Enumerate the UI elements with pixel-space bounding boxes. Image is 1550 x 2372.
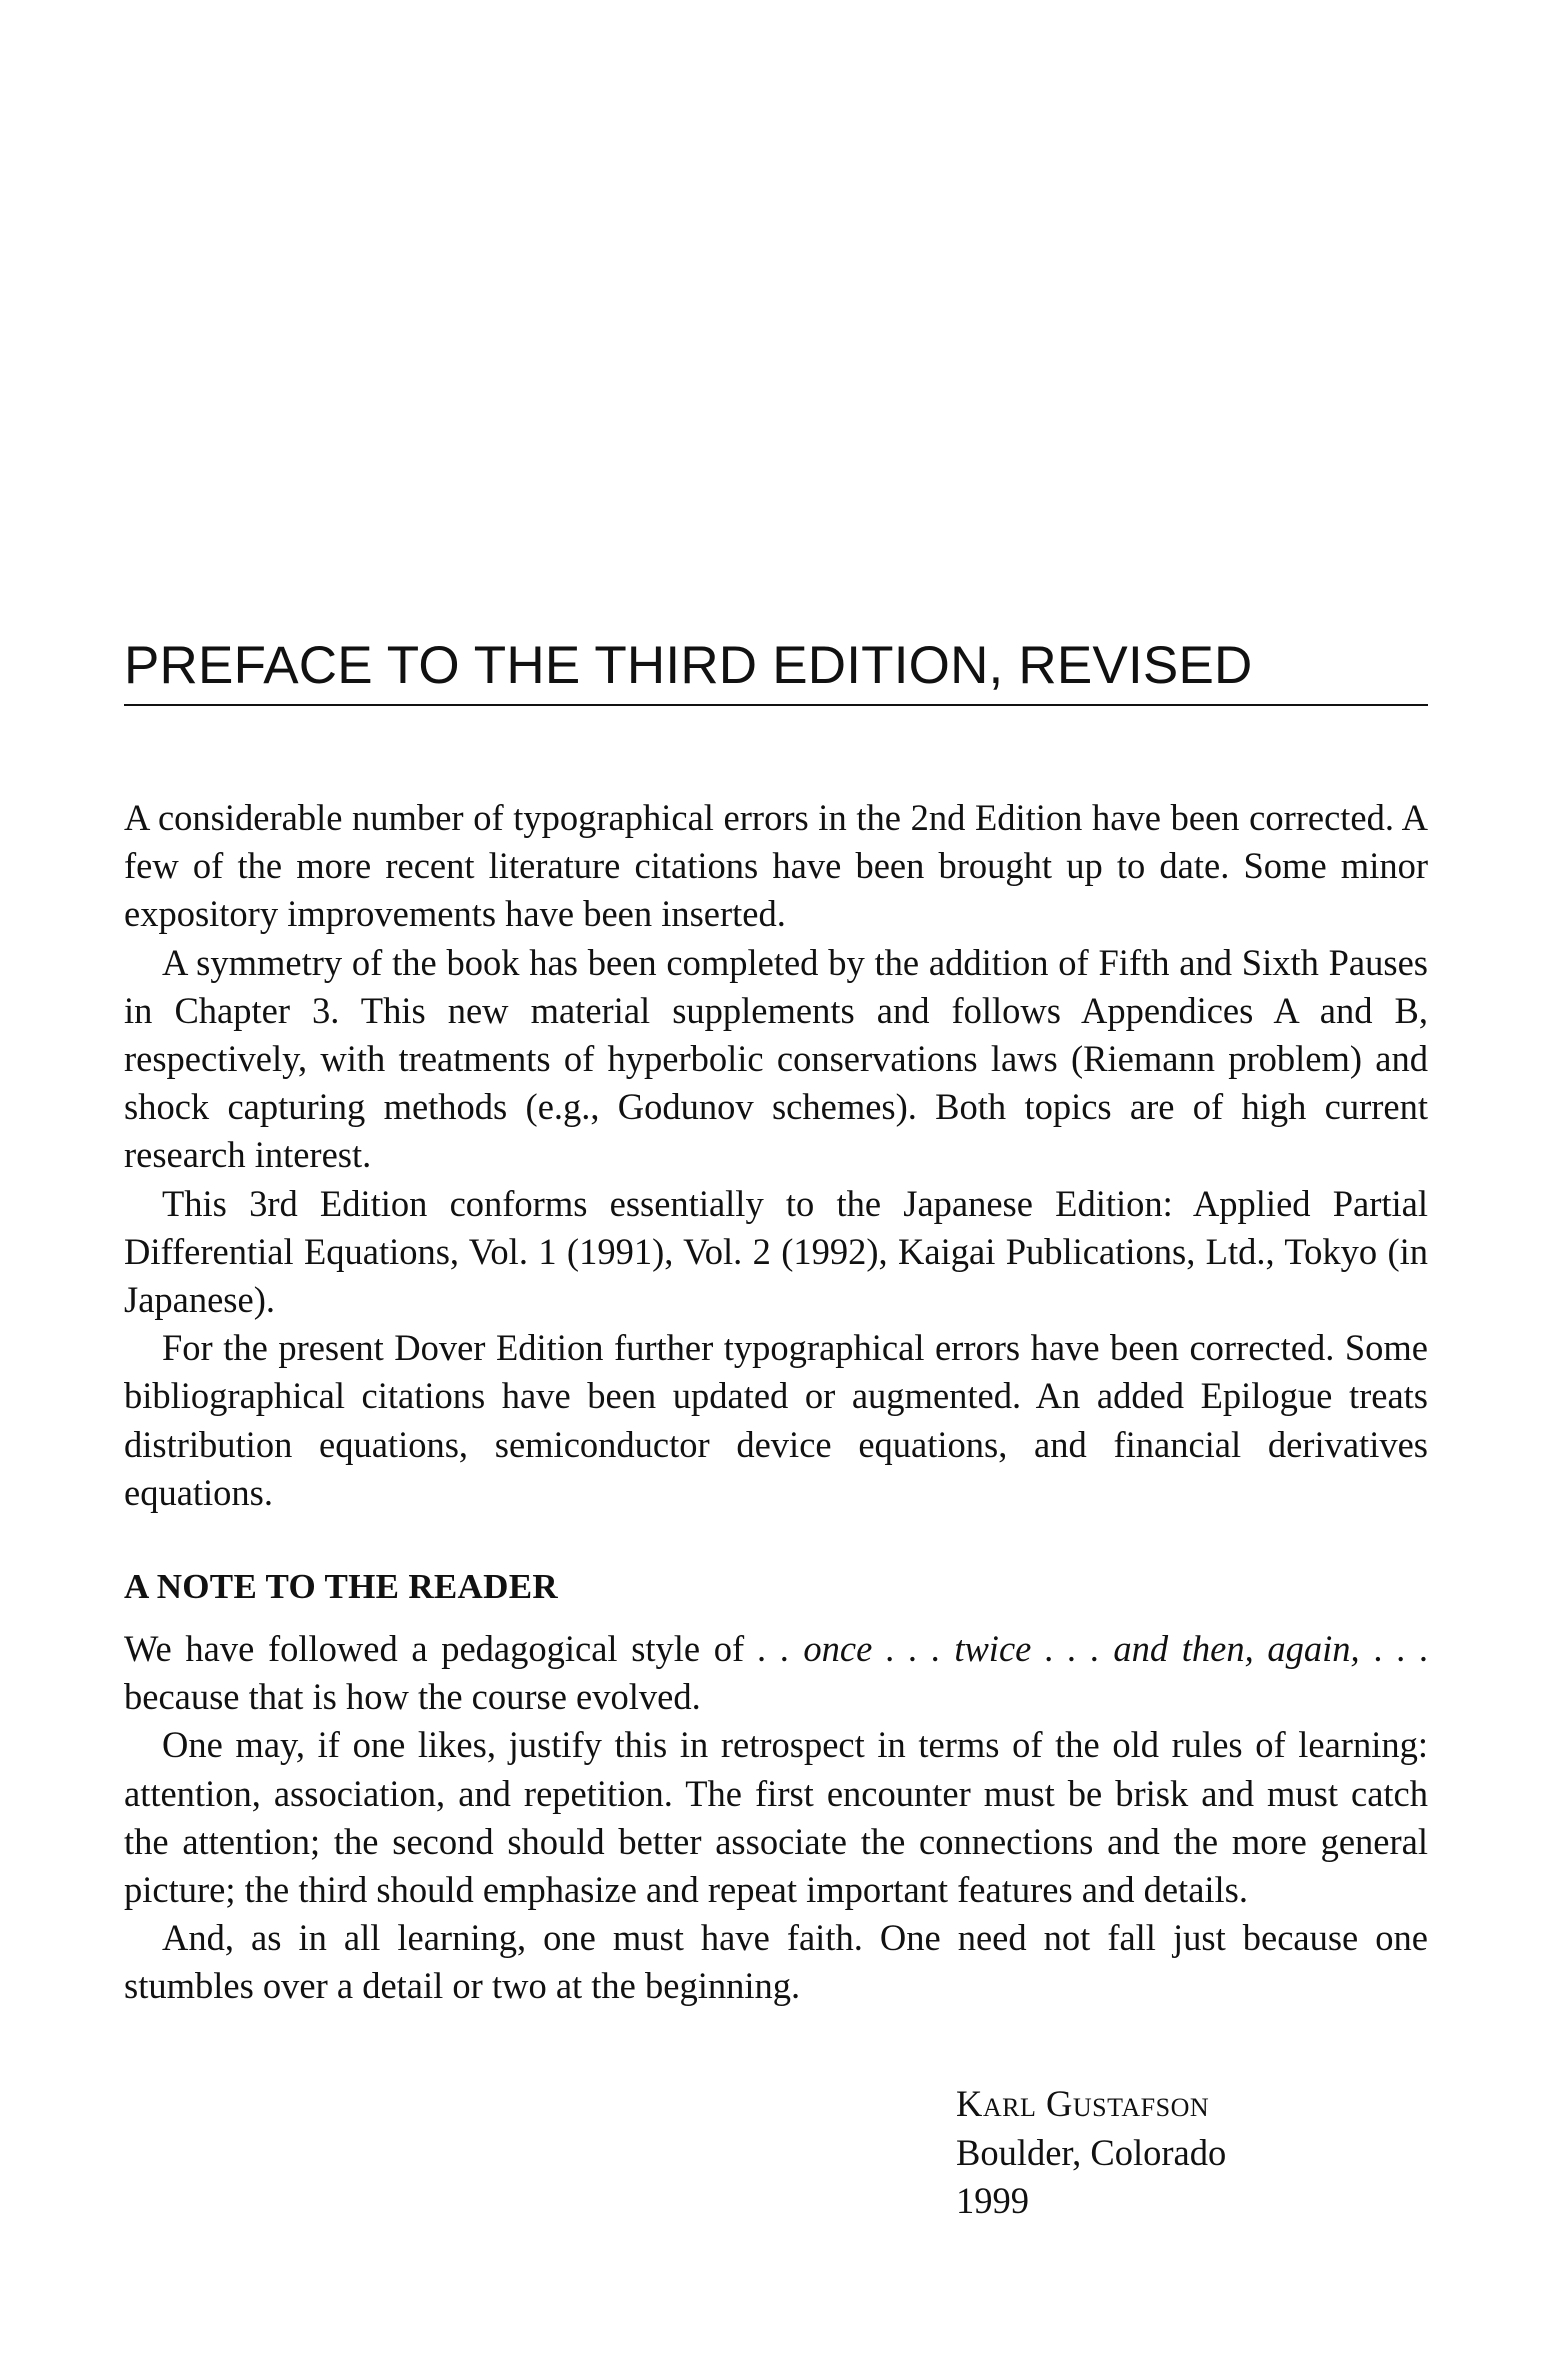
note-heading: A NOTE TO THE READER [124, 1567, 558, 1607]
signature-block [956, 2080, 1226, 2226]
preface-paragraph-1: A considerable number of typographical errors in the 2nd Edition have been corrected. A few of the more recent literature citations have been brought up to date. Some minor expository improvements have been inserted. [124, 797, 1428, 935]
note-paragraph-2: One may, if one likes, justify this in retrospect in terms of the old rules of learning: attention, association, and repetition. The first encounter must be brisk and must catch the attention; the second should better associate the connections and the more general picture; the third should emphasize and repeat important features and details. [124, 1724, 1428, 1911]
preface-title: PREFACE TO THE THIRD EDITION, REVISED [124, 636, 1253, 695]
note-intro-prefix: We have followed a pedagogical style of [124, 1628, 745, 1670]
preface-paragraph-4: For the present Dover Edition further typographical errors have been corrected. Some bibliographical citations have been updated or augmented. An added Epilogue treats distribution equations, semiconductor device equations, and financial derivatives equations. [124, 1327, 1428, 1513]
note-intro-italic: . . once . . . twice . . . and then, again, [757, 1628, 1360, 1670]
note-intro-paragraph [124, 1625, 1428, 1721]
author-name: Karl Gustafson [956, 2083, 1210, 2124]
document-page [124, 0, 1428, 2372]
note-intro-suffix: . . . because that is how the course evolved. [124, 1628, 1428, 1718]
author-place: Boulder, Colorado [956, 2131, 1227, 2173]
signature-year: 1999 [956, 2180, 1029, 2221]
preface-paragraph-3: This 3rd Edition conforms essentially to the Japanese Edition: Applied Partial Differential Equations, Vol. 1 (1991), Vol. 2 (1992), Kaigai Publications, Ltd., Tokyo (in Japanese). [124, 1182, 1428, 1321]
preface-paragraph-2: A symmetry of the book has been completed by the addition of Fifth and Sixth Pauses in Chapter 3. This new material supplements and follows Appendices A and B, respectively, with treatments of hyperbolic conservations laws (Riemann problem) and shock capturing methods (e.g., Godunov schemes). Both topics are of high current research interest. [124, 941, 1428, 1176]
title-underline [124, 704, 1428, 706]
document-body [124, 794, 1428, 2011]
note-paragraph-3: And, as in all learning, one must have faith. One need not fall just because one stumbles over a detail or two at the beginning. [124, 1917, 1428, 2007]
